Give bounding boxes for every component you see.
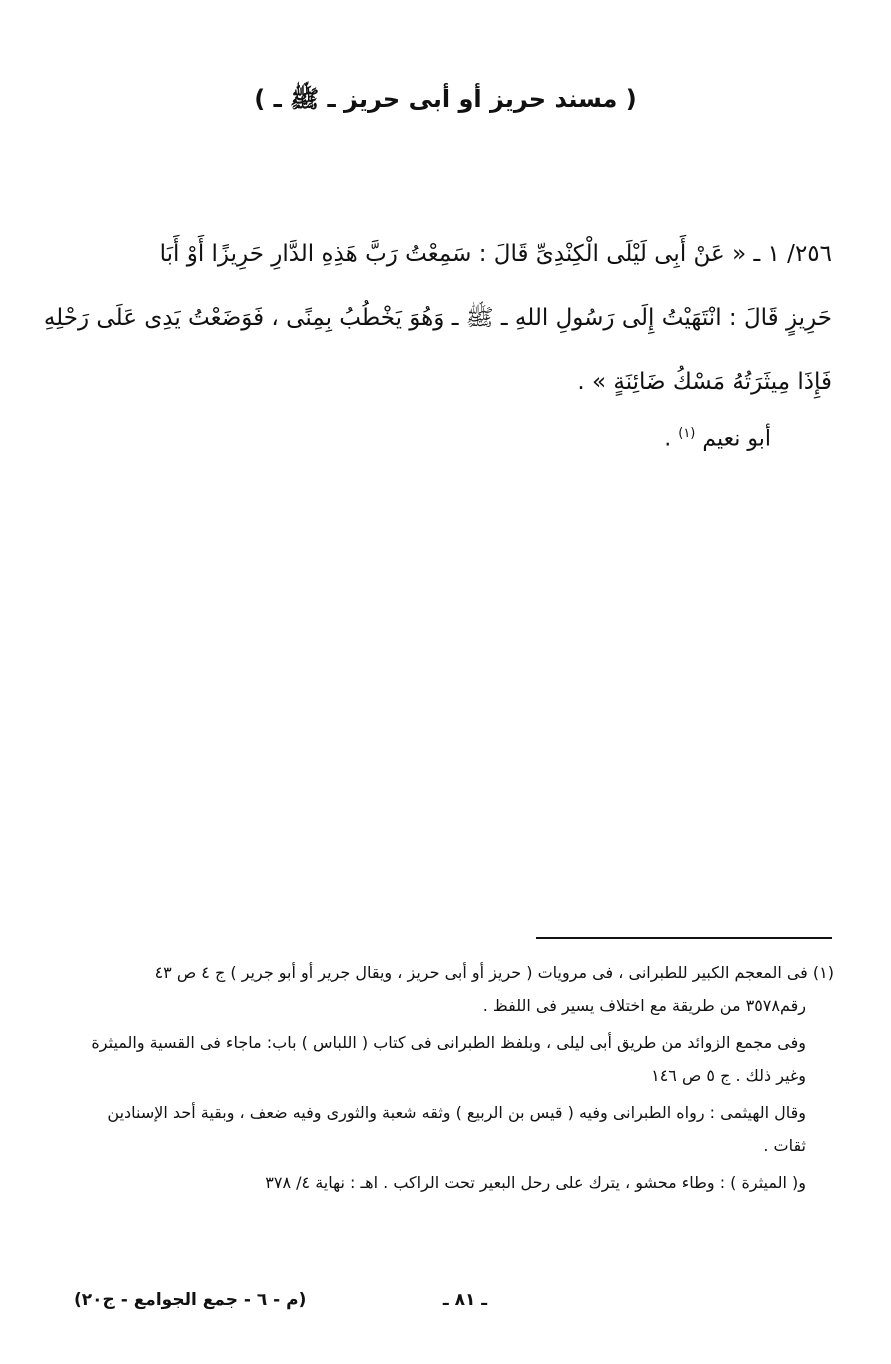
hadith-source (66, 426, 771, 451)
footnote-line: و( الميثرة ) : وطاء محشو ، يترك على رحل البعير تحت الراكب . اهـ : نهاية ٤/ ٣٧٨ (265, 1173, 806, 1192)
hadith-line: حَرِيزٍ قَالَ : انْتَهَيْتُ إِلَى رَسُولِ اللهِ ـ ﷺ ـ وَهُوَ يَخْطُبُ بِمِنًى ، فَوَضَعْتُ يَدِى عَلَى رَحْلِهِ (43, 305, 832, 331)
page-title: ( مسند حريز أو أبى حريز ـ ﷺ ـ ) (254, 85, 637, 113)
volume-signature: (م - ٦ - جمع الجوامع - ج٢٠) (74, 1290, 307, 1310)
source-end: . (664, 426, 672, 452)
footnote-divider (536, 937, 832, 939)
footnote-ref[interactable]: (١) (678, 426, 696, 441)
page-number: ـ ٨١ ـ (442, 1290, 488, 1310)
hadith-line: ٢٥٦/ ١ ـ « عَنْ أَبِى لَيْلَى الْكِنْدِىِّ قَالَ : سَمِعْتُ رَبَّ هَذِهِ الدَّارِ حَرِيزًا أَوْ أَبَا (159, 241, 832, 267)
footnote-line: وفى مجمع الزوائد من طريق أبى ليلى ، وبلفظ الطبرانى فى كتاب ( اللباس ) باب: ماجاء فى القسية والميثرة (91, 1033, 806, 1052)
hadith-line: فَإِذَا مِيثَرَتُهُ مَسْكُ ضَائِنَةٍ » . (577, 369, 832, 395)
footnote-line: وغير ذلك . ج ٥ ص ١٤٦ (651, 1066, 806, 1085)
footnote-line: ثقات . (763, 1136, 806, 1155)
footnote-line: (١) فى المعجم الكبير للطبرانى ، فى مرويات ( حريز أو أبى حريز ، ويقال جرير أو أبو جرير ) ج ٤ ص ٤٣ (154, 963, 834, 982)
footnotes (66, 960, 834, 1203)
source-name: أبو نعيم (702, 426, 771, 452)
hadith-text (43, 222, 832, 414)
page-footer (0, 1290, 891, 1320)
footnote-line: رقم٣٥٧٨ من طريقة مع اختلاف يسير فى اللفظ . (482, 996, 806, 1015)
footnote-line: وقال الهيثمى : رواه الطبرانى وفيه ( قيس بن الربيع ) وثقه شعبة والثورى وفيه ضعف ، وبقية أحد الإسنادين (107, 1103, 806, 1122)
